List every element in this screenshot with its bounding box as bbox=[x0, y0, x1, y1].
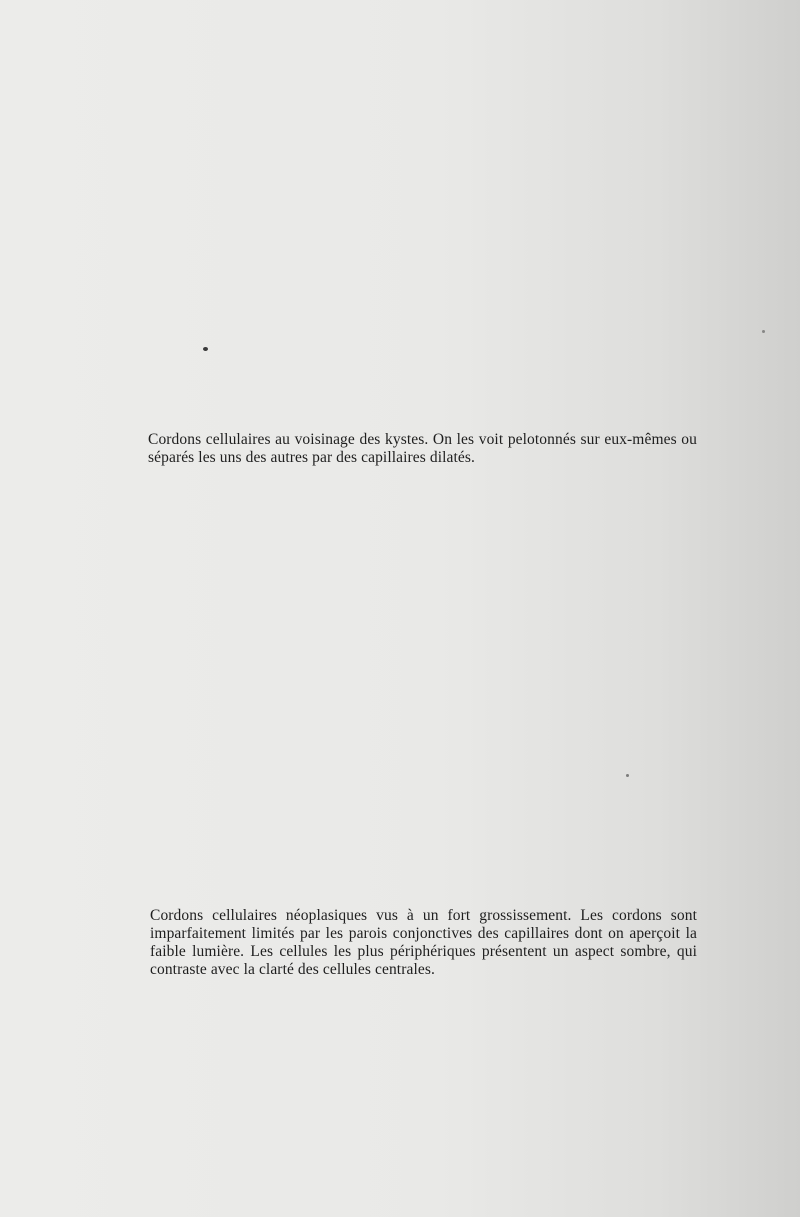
caption-text: Cordons cellulaires néoplasiques vus à un fort grossissement. Les cordons sont imparfaitement limités par les parois conjonctives des capillaires dont on aperçoit la faible lumière. Les cellules les plus périphériques présentent un aspect sombre, qui contraste avec la clarté des cellules centrales. bbox=[150, 907, 697, 978]
ink-speck bbox=[203, 347, 208, 351]
ink-speck bbox=[762, 330, 765, 333]
ink-speck bbox=[626, 774, 629, 777]
figure-caption-2 bbox=[123, 907, 697, 979]
figure-caption-1 bbox=[121, 431, 697, 467]
caption-text: Cordons cellulaires au voisinage des kystes. On les voit pelotonnés sur eux-mêmes ou séparés les uns des autres par des capillaires dilatés. bbox=[148, 431, 697, 466]
